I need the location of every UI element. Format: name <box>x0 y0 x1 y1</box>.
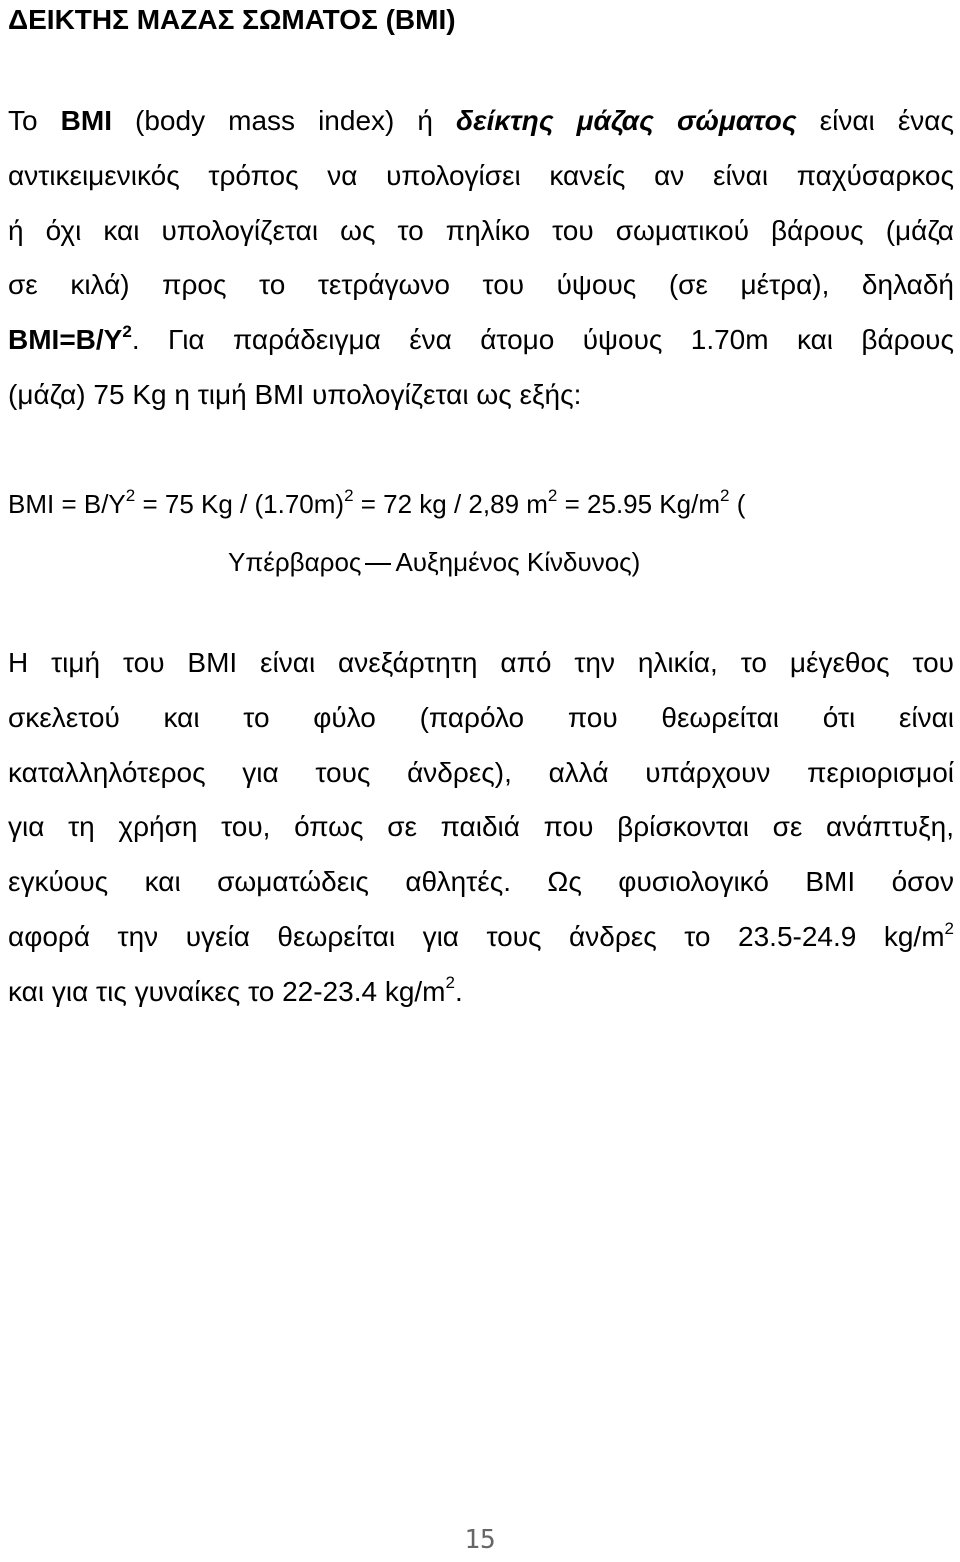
notes-line-1: Η τιμή του BMI είναι ανεξάρτητη από την ηλικία, το μέγεθος του <box>8 647 954 678</box>
intro-line-5: $BMI=B/Y^2$. Για παράδειγμα ένα άτομο ύψους 1.70m και βάρους <box>8 321 954 356</box>
page-number: 15 <box>464 1525 496 1555</box>
notes-paragraph <box>8 636 954 1020</box>
dash-separator <box>365 563 391 565</box>
intro-line-3: ή όχι και υπολογίζεται ως το πηλίκο του σωματικού βάρους (μάζα <box>8 214 954 246</box>
intro-line-2: αντικειμενικός τρόπος να υπολογίσει κανείς αν είναι παχύσαρκος <box>8 159 954 191</box>
notes-line-7: και για τις γυναίκες το 22-23.4 $kg/m^2$. <box>8 973 463 1007</box>
bmi-formula: $BMI=B/Y^2$ <box>8 321 132 356</box>
intro-line-1: Το BMI (body mass index) ή δείκτης μάζας σώματος είναι ένας <box>8 105 954 136</box>
notes-line-2: σκελετού και το φύλο (παρόλο που θεωρείται ότι είναι <box>8 701 954 733</box>
bmi-term: BMI <box>60 105 112 136</box>
notes-line-5: εγκύους και σωματώδεις αθλητές. Ως φυσιολογικό BMI όσον <box>8 866 954 898</box>
bmi-calculation: BMI = $B/Y^2 = 75$ $Kg / (1.70m)^2 = 72$ kg / 2,89 $m^2 = 25.95$ $Kg/m^2$ ( <box>8 486 746 519</box>
intro-line-4: σε κιλά) προς το τετράγωνο του ύψους (σε μέτρα), δηλαδή <box>8 269 954 301</box>
notes-line-3: καταλληλότερος για τους άνδρες), αλλά υπάρχουν περιορισμοί <box>8 756 954 788</box>
notes-line-6: αφορά την υγεία θεωρείται για τους άνδρες το 23.5-24.9 $kg/m^2$ <box>8 918 954 952</box>
bmi-category: Υπέρβαρος Αυξημένος Κίνδυνος) <box>228 547 641 577</box>
greek-term: δείκτης μάζας σώματος <box>456 105 797 136</box>
section-heading: ΔΕΙΚΤΗΣ ΜΑΖΑΣ ΣΩΜΑΤΟΣ (BMI) <box>8 4 456 35</box>
notes-line-4: για τη χρήση του, όπως σε παιδιά που βρίσκονται σε ανάπτυξη, <box>8 811 954 843</box>
intro-line-6: (μάζα) 75 Kg η τιμή BMI υπολογίζεται ως εξής: <box>8 378 582 410</box>
intro-paragraph <box>8 94 954 423</box>
